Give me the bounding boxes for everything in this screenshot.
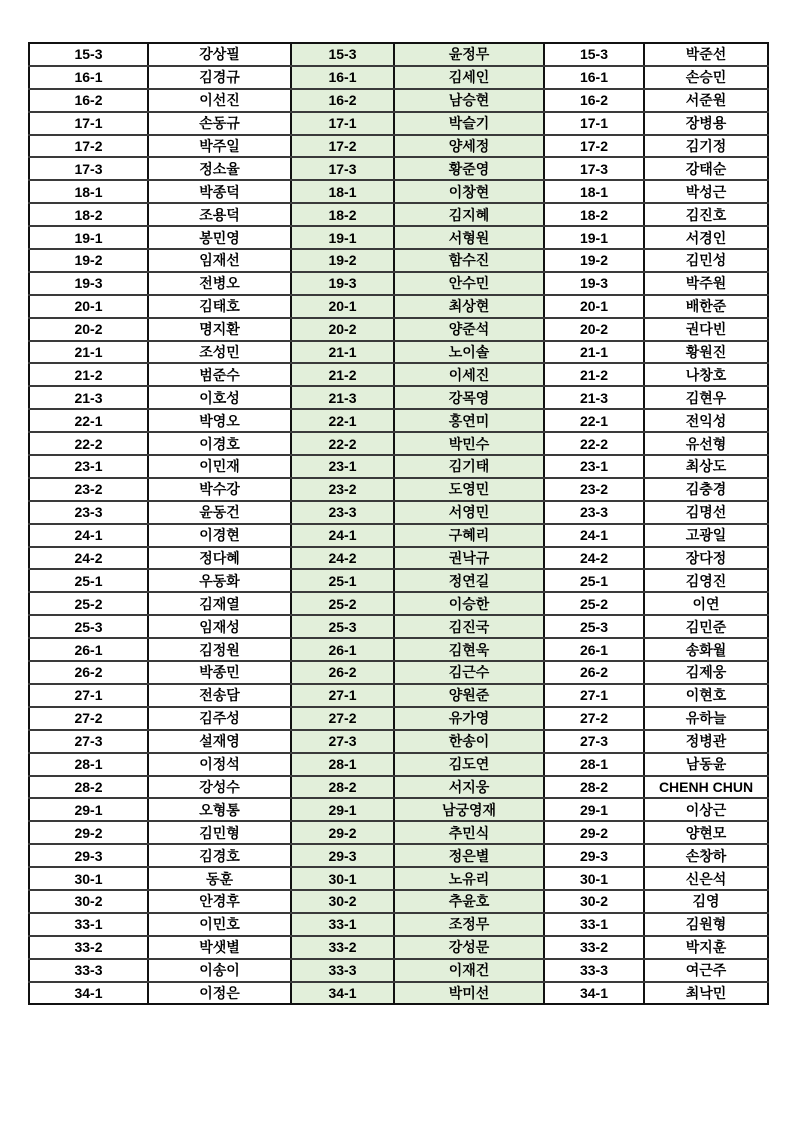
table-row [29,753,768,776]
table-row [29,913,768,936]
code-cell: 21-3 [544,386,644,409]
name-cell: 박준선 [644,43,768,66]
code-cell: 19-2 [544,249,644,272]
table-row [29,982,768,1005]
name-cell: 정연길 [394,569,544,592]
name-cell: 양현모 [644,821,768,844]
name-cell: 명지환 [148,318,291,341]
name-cell: 한송이 [394,730,544,753]
code-cell: 30-1 [544,867,644,890]
code-cell: 21-3 [291,386,394,409]
code-cell: 25-1 [29,569,148,592]
name-cell: 이민호 [148,913,291,936]
name-cell: 황준영 [394,157,544,180]
name-cell: 박성근 [644,180,768,203]
code-cell: 34-1 [29,982,148,1005]
code-cell: 21-1 [29,341,148,364]
name-cell: 김경호 [148,844,291,867]
code-cell: 17-2 [291,135,394,158]
name-cell: 양준석 [394,318,544,341]
name-cell: 황원진 [644,341,768,364]
name-cell: 윤동건 [148,501,291,524]
name-cell: CHENH CHUN [644,776,768,799]
table-row [29,43,768,66]
table-row [29,89,768,112]
name-cell: 박지훈 [644,936,768,959]
name-cell: 구혜리 [394,524,544,547]
table-row [29,112,768,135]
name-cell: 김민성 [644,249,768,272]
name-cell: 김민준 [644,615,768,638]
name-cell: 추윤호 [394,890,544,913]
code-cell: 33-3 [291,959,394,982]
code-cell: 27-1 [544,684,644,707]
code-cell: 33-2 [29,936,148,959]
code-cell: 18-2 [29,203,148,226]
name-cell: 이정석 [148,753,291,776]
code-cell: 16-2 [29,89,148,112]
code-cell: 17-2 [29,135,148,158]
code-cell: 25-2 [291,592,394,615]
code-cell: 26-2 [29,661,148,684]
code-cell: 26-1 [291,638,394,661]
name-cell: 김지혜 [394,203,544,226]
code-cell: 22-1 [291,409,394,432]
name-cell: 최상현 [394,295,544,318]
name-cell: 김충경 [644,478,768,501]
table-row [29,638,768,661]
code-cell: 21-1 [291,341,394,364]
code-cell: 27-2 [29,707,148,730]
table-row [29,66,768,89]
table-row [29,661,768,684]
code-cell: 20-2 [29,318,148,341]
table-row [29,890,768,913]
name-cell: 김영진 [644,569,768,592]
name-cell: 박영오 [148,409,291,432]
table-row [29,844,768,867]
name-cell: 권낙규 [394,547,544,570]
table-row [29,959,768,982]
table-row [29,547,768,570]
table-row [29,386,768,409]
code-cell: 33-2 [291,936,394,959]
name-cell: 이재건 [394,959,544,982]
code-cell: 26-1 [29,638,148,661]
code-cell: 26-1 [544,638,644,661]
code-cell: 28-1 [544,753,644,776]
name-cell: 김현욱 [394,638,544,661]
name-cell: 박종덕 [148,180,291,203]
table-row [29,226,768,249]
code-cell: 16-1 [544,66,644,89]
name-cell: 노유리 [394,867,544,890]
name-cell: 서형원 [394,226,544,249]
code-cell: 27-3 [544,730,644,753]
code-cell: 23-1 [544,455,644,478]
name-cell: 박샛별 [148,936,291,959]
name-cell: 김민형 [148,821,291,844]
name-cell: 안수민 [394,272,544,295]
table-row [29,135,768,158]
code-cell: 29-1 [29,798,148,821]
name-cell: 강태순 [644,157,768,180]
table-row [29,432,768,455]
code-cell: 24-1 [544,524,644,547]
code-cell: 24-2 [291,547,394,570]
name-cell: 이송이 [148,959,291,982]
name-cell: 설재영 [148,730,291,753]
name-cell: 박미선 [394,982,544,1005]
code-cell: 16-2 [291,89,394,112]
code-cell: 30-2 [544,890,644,913]
code-cell: 23-1 [29,455,148,478]
table-row [29,684,768,707]
code-cell: 25-3 [291,615,394,638]
code-cell: 23-3 [291,501,394,524]
roster-table-body [29,43,768,1004]
table-row [29,272,768,295]
code-cell: 27-3 [291,730,394,753]
code-cell: 25-2 [29,592,148,615]
code-cell: 27-3 [29,730,148,753]
code-cell: 30-2 [291,890,394,913]
code-cell: 28-1 [29,753,148,776]
name-cell: 이호성 [148,386,291,409]
name-cell: 서지웅 [394,776,544,799]
code-cell: 18-1 [544,180,644,203]
name-cell: 손동규 [148,112,291,135]
code-cell: 23-3 [544,501,644,524]
code-cell: 26-2 [291,661,394,684]
name-cell: 박슬기 [394,112,544,135]
code-cell: 24-2 [544,547,644,570]
name-cell: 서영민 [394,501,544,524]
table-row [29,295,768,318]
code-cell: 20-2 [544,318,644,341]
code-cell: 33-2 [544,936,644,959]
name-cell: 남궁영재 [394,798,544,821]
name-cell: 도영민 [394,478,544,501]
name-cell: 서경인 [644,226,768,249]
table-row [29,318,768,341]
name-cell: 손창하 [644,844,768,867]
code-cell: 25-2 [544,592,644,615]
code-cell: 29-3 [29,844,148,867]
table-row [29,249,768,272]
code-cell: 19-2 [291,249,394,272]
code-cell: 23-3 [29,501,148,524]
name-cell: 남승현 [394,89,544,112]
code-cell: 19-2 [29,249,148,272]
code-cell: 20-1 [291,295,394,318]
name-cell: 조용덕 [148,203,291,226]
name-cell: 노이솔 [394,341,544,364]
code-cell: 22-1 [544,409,644,432]
name-cell: 박주원 [644,272,768,295]
code-cell: 23-2 [544,478,644,501]
code-cell: 18-1 [29,180,148,203]
table-row [29,569,768,592]
name-cell: 최상도 [644,455,768,478]
code-cell: 21-2 [29,363,148,386]
code-cell: 18-2 [291,203,394,226]
name-cell: 봉민영 [148,226,291,249]
name-cell: 조성민 [148,341,291,364]
code-cell: 24-1 [291,524,394,547]
name-cell: 남동윤 [644,753,768,776]
name-cell: 조정무 [394,913,544,936]
code-cell: 23-2 [29,478,148,501]
name-cell: 정은별 [394,844,544,867]
name-cell: 장병용 [644,112,768,135]
code-cell: 21-2 [544,363,644,386]
code-cell: 29-2 [291,821,394,844]
name-cell: 여근주 [644,959,768,982]
table-row [29,341,768,364]
code-cell: 23-2 [291,478,394,501]
name-cell: 동훈 [148,867,291,890]
name-cell: 김경규 [148,66,291,89]
name-cell: 김도연 [394,753,544,776]
code-cell: 15-3 [29,43,148,66]
code-cell: 17-1 [29,112,148,135]
code-cell: 25-3 [29,615,148,638]
code-cell: 27-2 [544,707,644,730]
code-cell: 29-3 [544,844,644,867]
code-cell: 29-1 [291,798,394,821]
code-cell: 20-1 [29,295,148,318]
code-cell: 29-3 [291,844,394,867]
name-cell: 김명선 [644,501,768,524]
name-cell: 양원준 [394,684,544,707]
code-cell: 17-1 [544,112,644,135]
name-cell: 이현호 [644,684,768,707]
name-cell: 손승민 [644,66,768,89]
name-cell: 이정은 [148,982,291,1005]
name-cell: 유선형 [644,432,768,455]
code-cell: 28-1 [291,753,394,776]
code-cell: 20-2 [291,318,394,341]
name-cell: 임재성 [148,615,291,638]
name-cell: 박주일 [148,135,291,158]
code-cell: 21-2 [291,363,394,386]
code-cell: 29-2 [29,821,148,844]
table-row [29,730,768,753]
name-cell: 유하늘 [644,707,768,730]
table-row [29,180,768,203]
code-cell: 22-2 [29,432,148,455]
code-cell: 34-1 [291,982,394,1005]
code-cell: 17-3 [544,157,644,180]
name-cell: 전송담 [148,684,291,707]
code-cell: 33-1 [544,913,644,936]
table-row [29,867,768,890]
code-cell: 23-1 [291,455,394,478]
code-cell: 28-2 [29,776,148,799]
name-cell: 박종민 [148,661,291,684]
name-cell: 정다혜 [148,547,291,570]
name-cell: 김기태 [394,455,544,478]
name-cell: 장다정 [644,547,768,570]
name-cell: 김영 [644,890,768,913]
name-cell: 우동화 [148,569,291,592]
code-cell: 28-2 [544,776,644,799]
code-cell: 16-2 [544,89,644,112]
name-cell: 이연 [644,592,768,615]
table-row [29,409,768,432]
name-cell: 김근수 [394,661,544,684]
name-cell: 추민식 [394,821,544,844]
name-cell: 김진국 [394,615,544,638]
code-cell: 29-1 [544,798,644,821]
name-cell: 이상근 [644,798,768,821]
name-cell: 이승한 [394,592,544,615]
code-cell: 25-1 [544,569,644,592]
name-cell: 송화월 [644,638,768,661]
code-cell: 19-3 [29,272,148,295]
code-cell: 17-3 [29,157,148,180]
table-row [29,157,768,180]
code-cell: 15-3 [544,43,644,66]
name-cell: 이세진 [394,363,544,386]
code-cell: 28-2 [291,776,394,799]
name-cell: 정소율 [148,157,291,180]
name-cell: 신은석 [644,867,768,890]
code-cell: 33-3 [544,959,644,982]
name-cell: 김세인 [394,66,544,89]
code-cell: 19-1 [29,226,148,249]
code-cell: 18-2 [544,203,644,226]
name-cell: 김원형 [644,913,768,936]
code-cell: 25-3 [544,615,644,638]
code-cell: 15-3 [291,43,394,66]
code-cell: 34-1 [544,982,644,1005]
name-cell: 김정원 [148,638,291,661]
code-cell: 22-1 [29,409,148,432]
table-row [29,707,768,730]
table-row [29,524,768,547]
code-cell: 29-2 [544,821,644,844]
code-cell: 22-2 [291,432,394,455]
code-cell: 17-3 [291,157,394,180]
code-cell: 19-3 [544,272,644,295]
name-cell: 이선진 [148,89,291,112]
name-cell: 박민수 [394,432,544,455]
code-cell: 30-2 [29,890,148,913]
code-cell: 16-1 [291,66,394,89]
name-cell: 양세정 [394,135,544,158]
name-cell: 오형통 [148,798,291,821]
code-cell: 24-2 [29,547,148,570]
code-cell: 33-1 [29,913,148,936]
name-cell: 이민재 [148,455,291,478]
name-cell: 함수진 [394,249,544,272]
name-cell: 이창현 [394,180,544,203]
name-cell: 유가영 [394,707,544,730]
name-cell: 김기정 [644,135,768,158]
table-row [29,592,768,615]
table-row [29,363,768,386]
name-cell: 권다빈 [644,318,768,341]
table-row [29,478,768,501]
name-cell: 김재열 [148,592,291,615]
code-cell: 19-1 [291,226,394,249]
name-cell: 고광일 [644,524,768,547]
name-cell: 김태호 [148,295,291,318]
code-cell: 26-2 [544,661,644,684]
table-row [29,821,768,844]
name-cell: 최낙민 [644,982,768,1005]
name-cell: 강목영 [394,386,544,409]
name-cell: 안경후 [148,890,291,913]
code-cell: 17-2 [544,135,644,158]
table-row [29,776,768,799]
code-cell: 21-3 [29,386,148,409]
name-cell: 박수강 [148,478,291,501]
code-cell: 16-1 [29,66,148,89]
code-cell: 24-1 [29,524,148,547]
table-row [29,936,768,959]
code-cell: 33-1 [291,913,394,936]
code-cell: 25-1 [291,569,394,592]
code-cell: 19-1 [544,226,644,249]
code-cell: 17-1 [291,112,394,135]
code-cell: 30-1 [291,867,394,890]
code-cell: 20-1 [544,295,644,318]
table-row [29,501,768,524]
table-row [29,615,768,638]
roster-table [28,42,769,1005]
code-cell: 33-3 [29,959,148,982]
table-row [29,798,768,821]
name-cell: 이경호 [148,432,291,455]
name-cell: 홍연미 [394,409,544,432]
name-cell: 윤정무 [394,43,544,66]
name-cell: 김제웅 [644,661,768,684]
name-cell: 배한준 [644,295,768,318]
name-cell: 범준수 [148,363,291,386]
name-cell: 김현우 [644,386,768,409]
table-row [29,203,768,226]
name-cell: 강성수 [148,776,291,799]
name-cell: 강상필 [148,43,291,66]
name-cell: 전병오 [148,272,291,295]
name-cell: 나창호 [644,363,768,386]
name-cell: 김진호 [644,203,768,226]
name-cell: 서준원 [644,89,768,112]
code-cell: 30-1 [29,867,148,890]
name-cell: 김주성 [148,707,291,730]
code-cell: 27-2 [291,707,394,730]
code-cell: 19-3 [291,272,394,295]
code-cell: 21-1 [544,341,644,364]
name-cell: 강성문 [394,936,544,959]
code-cell: 27-1 [29,684,148,707]
name-cell: 정병관 [644,730,768,753]
name-cell: 이경현 [148,524,291,547]
code-cell: 22-2 [544,432,644,455]
name-cell: 전익성 [644,409,768,432]
name-cell: 임재선 [148,249,291,272]
code-cell: 18-1 [291,180,394,203]
table-row [29,455,768,478]
code-cell: 27-1 [291,684,394,707]
